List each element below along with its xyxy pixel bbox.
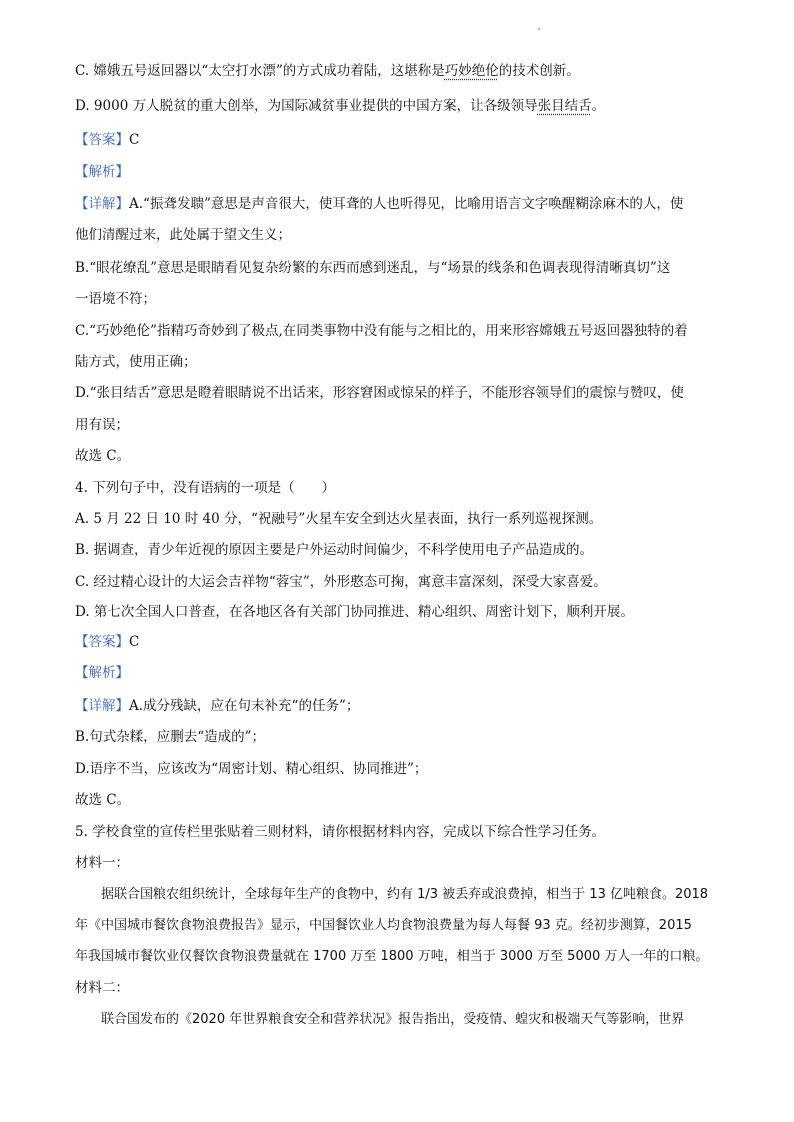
answer-value: C <box>129 634 140 650</box>
q4-answer <box>75 633 725 651</box>
q3-detail-c-line1: C.“巧妙绝伦”指精巧奇妙到了极点,在同类事物中没有能与之相比的，用来形容嫦娥五号返回器独特的着 <box>75 323 688 339</box>
scan-dot <box>538 28 540 30</box>
q4-detail-d: D.语序不当，应该改为“周密计划、精心组织、协同推进”； <box>75 761 428 777</box>
q3-detail-b-line2: 一语境不符； <box>75 291 156 307</box>
q4-option-d: D. 第七次全国人口普查，在各地区各有关部门协同推进、精心组织、周密计划下，顺利开展。 <box>75 604 634 620</box>
q5-material2-title: 材料二： <box>75 980 129 996</box>
option-c-text-end: 的技术创新。 <box>498 63 580 79</box>
option-c-dotted-word: 巧妙绝伦 <box>444 63 499 79</box>
q5-material2-line1: 联合国发布的《2020 年世界粮食安全和营养状况》报告指出，受疫情、蝗灾和极端天气等影响，世界 <box>101 1012 685 1027</box>
q3-answer <box>75 131 725 149</box>
q3-analysis-label: 【解析】 <box>75 164 129 180</box>
detail-label: 【详解】 <box>75 698 129 714</box>
q4-detail-a <box>75 697 725 715</box>
q3-detail-a-line1 <box>75 195 725 213</box>
option-d-previous <box>75 97 725 115</box>
answer-value: C <box>129 132 140 148</box>
q4-option-a: A. 5 月 22 日 10 时 40 分，“祝融号”火星车安全到达火星表面，执行一系列巡视探测。 <box>75 511 603 527</box>
q5-material1-line3: 年我国城市餐饮业仅餐饮食物浪费量就在 1700 万至 1800 万吨，相当于 3000 万至 5000 万人一年的口粮。 <box>75 949 709 964</box>
detail-label: 【详解】 <box>75 196 129 212</box>
option-d-text: D. 9000 万人脱贫的重大创举，为国际减贫事业提供的中国方案，让各级领导 <box>75 98 538 114</box>
answer-label: 【答案】 <box>75 634 129 650</box>
q3-conclusion: 故选 C。 <box>75 448 131 464</box>
q3-detail-b-line1: B.“眼花缭乱”意思是眼睛看见复杂纷繁的东西而感到迷乱，与“场景的线条和色调表现得清晰真切”这 <box>75 260 671 276</box>
detail-a-text: A.成分残缺，应在句末补充“的任务”； <box>129 698 360 714</box>
q5-material1-line2: 年《中国城市餐饮食物浪费报告》显示，中国餐饮业人均食物浪费量为每人每餐 93 克。经初步测算，2015 <box>75 918 692 933</box>
q5-material1-title: 材料一： <box>75 855 129 871</box>
q5-material1-line1: 据联合国粮农组织统计，全球每年生产的食物中，约有 1/3 被丢弃或浪费掉，相当于 13 亿吨粮食。2018 <box>101 887 709 902</box>
q3-detail-d-line2: 用有误； <box>75 417 129 433</box>
option-d-dotted-word: 张目结舌 <box>537 98 592 114</box>
q4-option-b: B. 据调查，青少年近视的原因主要是户外运动时间偏少，不科学使用电子产品造成的。 <box>75 542 594 558</box>
answer-label: 【答案】 <box>75 132 129 148</box>
q4-detail-b: B.句式杂糅，应删去“造成的”； <box>75 729 266 745</box>
q4-conclusion: 故选 C。 <box>75 792 131 808</box>
q4-stem: 4. 下列句子中，没有语病的一项是（ ） <box>75 480 336 496</box>
q4-analysis-label: 【解析】 <box>75 665 129 681</box>
q4-option-c: C. 经过精心设计的大运会吉祥物“蓉宝”，外形憨态可掬，寓意丰富深刻，深受大家喜爱。 <box>75 574 607 590</box>
q3-detail-c-line2: 陆方式，使用正确； <box>75 354 197 370</box>
detail-a-text: A.“振聋发聩”意思是声音很大，使耳聋的人也听得见，比喻用语言文字唤醒糊涂麻木的人，使 <box>129 196 684 212</box>
q3-detail-a-line2: 他们清醒过来，此处属于望文生义； <box>75 227 291 243</box>
q3-detail-d-line1: D.“张目结舌”意思是瞪着眼睛说不出话来，形容窘困或惊呆的样子，不能形容领导们的震惊与赞叹，使 <box>75 385 684 401</box>
option-c-text: C. 嫦娥五号返回器以“太空打水漂”的方式成功着陆，这堪称是 <box>75 63 445 79</box>
option-c-previous <box>75 62 725 80</box>
option-d-text-end: 。 <box>591 98 606 114</box>
q5-stem: 5. 学校食堂的宣传栏里张贴着三则材料，请你根据材料内容，完成以下综合性学习任务。 <box>75 824 606 840</box>
